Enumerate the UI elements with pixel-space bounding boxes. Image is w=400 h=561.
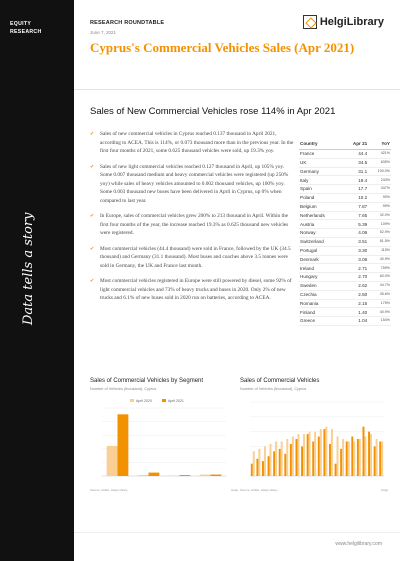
value-cell: 31.1	[342, 167, 368, 176]
bar-1	[256, 459, 258, 476]
bar-2	[118, 414, 129, 476]
table-row	[299, 299, 391, 308]
country-cell: UK	[299, 158, 342, 167]
yoy-cell: 635%	[368, 158, 391, 167]
report-date: June 7, 2021	[90, 30, 117, 35]
bar-1	[284, 454, 286, 476]
bar-2	[264, 446, 266, 476]
value-cell: 4.06	[342, 229, 368, 238]
chart-title: Sales of Commercial Vehicles	[240, 378, 320, 384]
check-icon: ✔	[90, 131, 95, 137]
header-divider	[74, 89, 400, 90]
bar-1	[368, 432, 370, 476]
footer-url[interactable]: www.helgilibrary.com	[335, 541, 382, 547]
bar-1	[357, 439, 359, 476]
bar-1	[251, 464, 253, 476]
table-row	[299, 202, 391, 211]
table-header-row	[299, 140, 391, 150]
country-cell: Denmark	[299, 255, 342, 264]
yoy-cell: 347%	[368, 185, 391, 194]
bar-1	[290, 444, 292, 476]
bar-1	[200, 475, 211, 476]
table-row	[299, 255, 391, 264]
value-cell: 5.39	[342, 220, 368, 229]
bar-2	[331, 429, 333, 476]
bar-2	[359, 439, 361, 476]
bar-2	[253, 451, 255, 476]
column-header: Apr 21	[342, 140, 368, 150]
bar-2	[325, 427, 327, 476]
value-cell: 34.5	[342, 158, 368, 167]
bar-1	[318, 437, 320, 476]
table-row	[299, 273, 391, 282]
bullet-item	[90, 130, 295, 156]
bar-2	[270, 444, 272, 476]
country-cell: Hungary	[299, 273, 342, 282]
sidebar-tagline: Data tells a story	[21, 212, 36, 325]
bar-2	[286, 439, 288, 476]
yoy-cell: 243%	[368, 176, 391, 185]
value-cell: 1.04	[342, 317, 368, 326]
table-row	[299, 290, 391, 299]
country-cell: France	[299, 150, 342, 159]
yoy-cell: 109%	[368, 220, 391, 229]
yoy-cell: 44.7%	[368, 281, 391, 290]
country-cell: Ireland	[299, 264, 342, 273]
bullet-text: Sales of new light commercial vehicles reached 0.127 thousand in April, up 105% yoy. Some 0.007 thousand medium and heavy commercial vehicles were registered (up 250% yoy) while sales of heavy vehicles amounted to 0.002 thousand vehicles, up 100% yoy. Some 0.003 thousand new buses have been delivered in April in Cyprus, up 0% when compared to last year.	[100, 163, 289, 204]
table-row	[299, 229, 391, 238]
table-row	[299, 193, 391, 202]
chart-subtitle: Number of Vehicles (thousand), Cyprus	[240, 387, 307, 391]
monthly-chart	[240, 378, 388, 492]
value-cell: 7.87	[342, 202, 368, 211]
sidebar-label	[10, 20, 42, 36]
logo-mark-icon	[303, 15, 317, 29]
value-cell: 3.06	[342, 255, 368, 264]
bar-1	[379, 441, 381, 476]
bullet-item	[90, 163, 295, 206]
country-cell: Poland	[299, 193, 342, 202]
chart-source-row	[240, 488, 388, 492]
chart-source: Source: ACEA, Helgi Library	[240, 488, 278, 492]
bar-1	[107, 446, 118, 476]
bar-1	[363, 427, 365, 476]
yoy-cell: 60.0%	[368, 273, 391, 282]
value-cell: 3.51	[342, 237, 368, 246]
bar-1	[340, 449, 342, 476]
country-table	[299, 140, 391, 326]
country-cell: Portugal	[299, 246, 342, 255]
bar-2	[211, 475, 222, 476]
value-cell: 44.4	[342, 150, 368, 159]
bar-1	[296, 439, 298, 476]
yoy-cell: 52.9%	[368, 229, 391, 238]
yoy-cell: 99%	[368, 202, 391, 211]
bar-1	[301, 446, 303, 476]
bar-1	[268, 456, 270, 476]
column-header: Country	[299, 140, 342, 150]
bullet-item	[90, 277, 295, 303]
table-row	[299, 167, 391, 176]
legend-label: April 2021	[168, 399, 184, 403]
bar-1	[307, 434, 309, 476]
segment-chart-svg	[90, 396, 230, 486]
bar-2	[149, 473, 160, 476]
value-cell: 1.40	[342, 308, 368, 317]
legend-swatch	[130, 399, 134, 402]
country-cell: Sweden	[299, 281, 342, 290]
country-cell: Germany	[299, 167, 342, 176]
value-cell: 7.65	[342, 211, 368, 220]
bullet-text: Most commercial vehicles (44.4 thousand) were sold in France, followed by the UK (34.5 thousand) and Germany (31.1 thousand). Most buses and coaches above 3.5 tonnes were sold in Germany, the UK and France last month.	[100, 245, 291, 269]
country-cell: Greece	[299, 317, 342, 326]
bar-2	[376, 439, 378, 476]
check-icon: ✔	[90, 245, 95, 252]
yoy-cell: 32.0%	[368, 211, 391, 220]
bar-2	[297, 434, 299, 476]
legend-label: April 2020	[136, 399, 152, 403]
bar-1	[374, 446, 376, 476]
bar-2	[275, 441, 277, 476]
table-row	[299, 220, 391, 229]
table-row	[299, 185, 391, 194]
yoy-cell: 154%	[368, 317, 391, 326]
chart-title: Sales of Commercial Vehicles by Segment	[90, 378, 204, 384]
bar-1	[335, 464, 337, 476]
bar-2	[180, 475, 191, 476]
country-cell: Austria	[299, 220, 342, 229]
bullet-item	[90, 212, 295, 238]
yoy-cell: 421%	[368, 150, 391, 159]
bullet-text: Most commercial vehicles registered in Europe were still powered by diesel, some 92% of light commercial vehicles and 73% of heavy trucks and buses in 2020. Only 2% of new trucks and 6.1% of new buses sold in 2020 run on batteries, according to ACEA.	[100, 278, 292, 301]
legend-swatch	[162, 399, 166, 402]
sidebar-label-line1: EQUITY	[10, 21, 32, 27]
yoy-cell: 759%	[368, 264, 391, 273]
segment-chart	[90, 378, 238, 492]
logo-name: HelgiLibrary	[319, 16, 384, 28]
monthly-chart-svg	[240, 396, 388, 486]
table-row	[299, 150, 391, 159]
bar-1	[262, 461, 264, 476]
bar-2	[370, 434, 372, 476]
bar-2	[303, 434, 305, 476]
bar-2	[309, 432, 311, 476]
bar-1	[273, 451, 275, 476]
table-row	[299, 246, 391, 255]
bar-1	[138, 475, 149, 476]
section-subtitle: Sales of New Commercial Vehicles rose 114% in Apr 2021	[90, 106, 336, 117]
column-header: YoY	[368, 140, 391, 150]
chart-logo: Helgi	[381, 488, 388, 492]
chart-source-row	[90, 488, 238, 492]
bar-2	[281, 441, 283, 476]
page-title: Cyprus's Commercial Vehicles Sales (Apr 2021)	[90, 40, 355, 55]
sidebar-label-line2: RESEARCH	[10, 29, 42, 35]
value-cell: 2.62	[342, 281, 368, 290]
bar-2	[320, 429, 322, 476]
bar-1	[323, 429, 325, 476]
table-row	[299, 308, 391, 317]
table-row	[299, 317, 391, 326]
value-cell: 10.2	[342, 193, 368, 202]
value-cell: 2.50	[342, 290, 368, 299]
country-cell: Switzerland	[299, 237, 342, 246]
yoy-cell: 100.0%	[368, 167, 391, 176]
chart-source: Source: ACEA, Helgi Library	[90, 488, 128, 492]
bar-1	[346, 441, 348, 476]
check-icon: ✔	[90, 213, 95, 219]
bullet-list	[90, 130, 295, 310]
bar-2	[381, 441, 383, 476]
value-cell: 2.15	[342, 299, 368, 308]
bar-2	[292, 437, 294, 476]
value-cell: 2.70	[342, 273, 368, 282]
check-icon: ✔	[90, 163, 95, 170]
value-cell: 2.71	[342, 264, 368, 273]
yoy-cell: 40.9%	[368, 255, 391, 264]
bar-1	[329, 444, 331, 476]
yoy-cell: 35.6%	[368, 290, 391, 299]
bar-2	[258, 449, 260, 476]
bar-2	[342, 439, 344, 476]
logo[interactable]	[303, 15, 384, 29]
bar-2	[353, 441, 355, 476]
table-row	[299, 158, 391, 167]
bar-2	[364, 437, 366, 476]
value-cell: 19.4	[342, 176, 368, 185]
yoy-cell: 175%	[368, 299, 391, 308]
table-row	[299, 264, 391, 273]
header	[74, 0, 400, 88]
bullet-item	[90, 245, 295, 271]
bar-1	[351, 437, 353, 476]
yoy-cell: 115%	[368, 246, 391, 255]
country-cell: Czechia	[299, 290, 342, 299]
country-cell: Belgium	[299, 202, 342, 211]
country-cell: Norway	[299, 229, 342, 238]
country-cell: Finland	[299, 308, 342, 317]
sidebar	[0, 0, 74, 561]
chart-logo: Helgi	[231, 488, 238, 492]
bar-1	[279, 449, 281, 476]
bar-2	[337, 437, 339, 476]
country-cell: Netherlands	[299, 211, 342, 220]
roundtable-label: RESEARCH ROUNDTABLE	[90, 20, 165, 26]
chart-subtitle: Number of Vehicles (thousand), Cyprus	[90, 387, 157, 391]
bar-1	[312, 441, 314, 476]
check-icon: ✔	[90, 278, 95, 284]
bar-2	[314, 432, 316, 476]
country-cell: Spain	[299, 185, 342, 194]
footer-divider	[74, 532, 400, 533]
bar-2	[348, 441, 350, 476]
country-cell: Italy	[299, 176, 342, 185]
value-cell: 17.7	[342, 185, 368, 194]
table-row	[299, 237, 391, 246]
bullet-text: Sales of new commercial vehicles in Cyprus reached 0.137 thousand in April 2021, according to ACEA. This is 114%, or 0.073 thousand more than in the previous year. In the first four months of 2021, some 0.625 thousand vehicles were sold, up 19.3% yoy.	[100, 131, 294, 154]
yoy-cell: 40.9%	[368, 308, 391, 317]
yoy-cell: 90%	[368, 193, 391, 202]
table-row	[299, 281, 391, 290]
country-cell: Romania	[299, 299, 342, 308]
yoy-cell: 81.5%	[368, 237, 391, 246]
table-row	[299, 211, 391, 220]
table-row	[299, 176, 391, 185]
value-cell: 3.30	[342, 246, 368, 255]
bullet-text: In Europe, sales of commercial vehicles grew 200% to 213 thousand in April. Within the first four months of the year, the increase reached 19.3% as 0.625 thousand new vehicles were registered.	[100, 213, 289, 236]
